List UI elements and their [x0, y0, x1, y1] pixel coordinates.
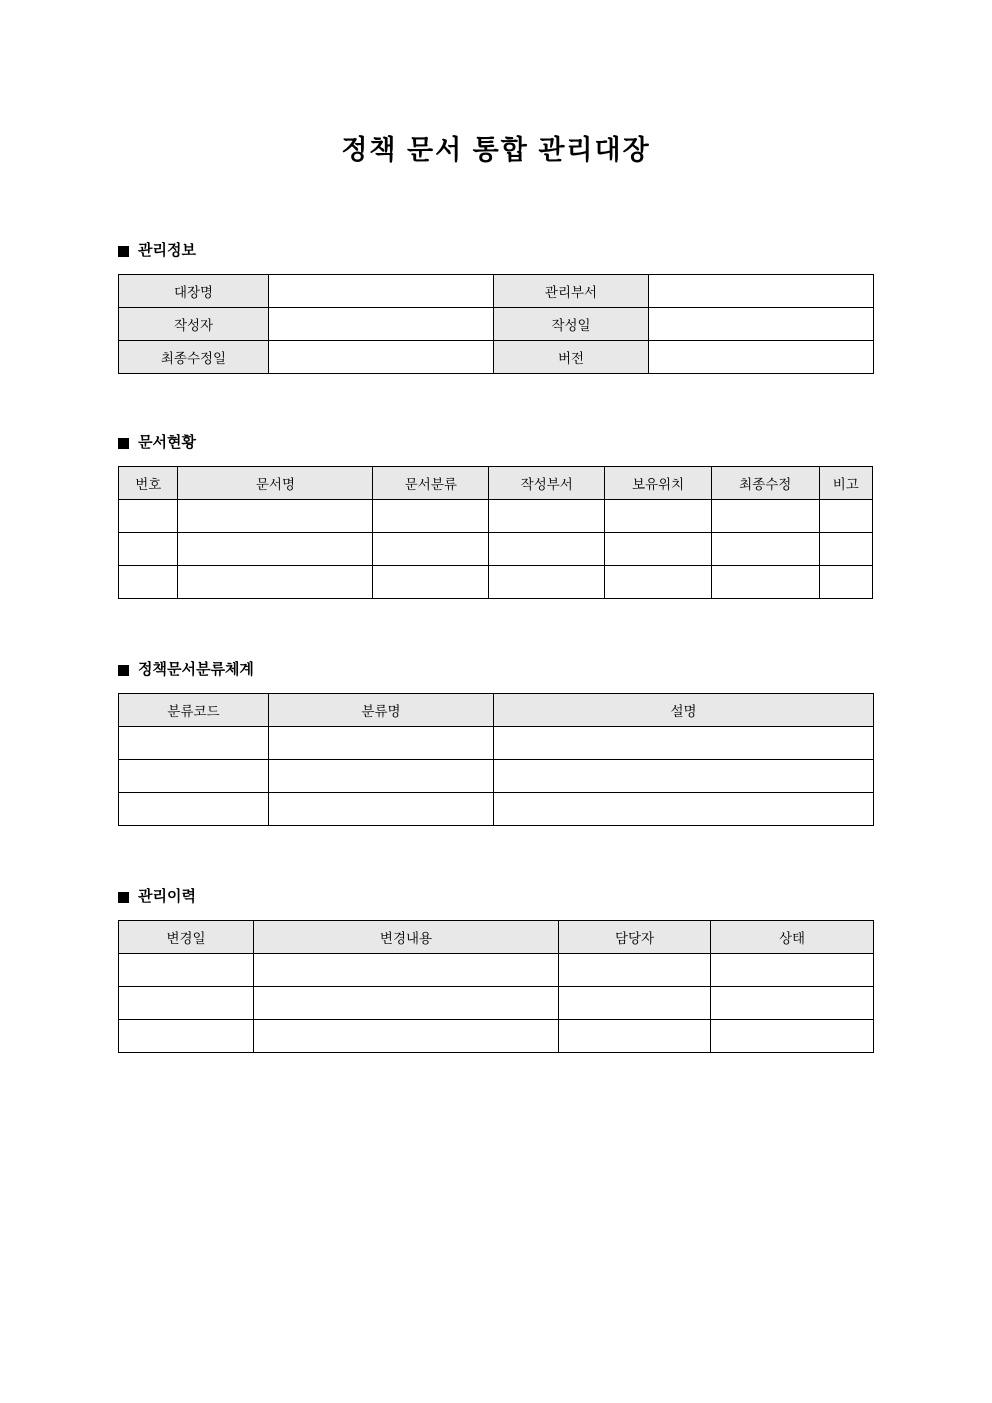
column-header-change-date: 변경일	[119, 921, 254, 954]
section-management-info	[118, 242, 873, 374]
section-heading-label: 문서현황	[138, 434, 196, 452]
cell-change-date[interactable]	[119, 1020, 254, 1053]
cell-change-details[interactable]	[254, 1020, 559, 1053]
field-label-author: 작성자	[119, 308, 269, 341]
cell-description[interactable]	[494, 760, 874, 793]
filled-square-bullet-icon	[118, 438, 129, 449]
cell-authoring-dept[interactable]	[489, 533, 605, 566]
cell-authoring-dept[interactable]	[489, 500, 605, 533]
cell-last-modified[interactable]	[711, 533, 819, 566]
field-label-last-modified: 최종수정일	[119, 341, 269, 374]
cell-status[interactable]	[711, 987, 874, 1020]
column-header-change-details: 변경내용	[254, 921, 559, 954]
cell-description[interactable]	[494, 793, 874, 826]
cell-classification-name[interactable]	[269, 727, 494, 760]
cell-classification-name[interactable]	[269, 793, 494, 826]
cell-classification-code[interactable]	[119, 760, 269, 793]
table-row	[119, 760, 874, 793]
section-heading-label: 정책문서분류체계	[138, 661, 254, 679]
document-status-table	[118, 466, 873, 599]
cell-change-date[interactable]	[119, 987, 254, 1020]
cell-change-details[interactable]	[254, 954, 559, 987]
field-value-author[interactable]	[269, 308, 494, 341]
column-header-person-in-charge: 담당자	[559, 921, 711, 954]
table-row	[119, 987, 874, 1020]
cell-document-category[interactable]	[373, 533, 489, 566]
cell-person-in-charge[interactable]	[559, 1020, 711, 1053]
cell-classification-code[interactable]	[119, 727, 269, 760]
cell-document-name[interactable]	[178, 533, 373, 566]
cell-document-category[interactable]	[373, 566, 489, 599]
column-header-document-category: 문서분류	[373, 467, 489, 500]
cell-storage-location[interactable]	[605, 533, 712, 566]
filled-square-bullet-icon	[118, 246, 129, 257]
table-row	[119, 1020, 874, 1053]
table-row	[119, 793, 874, 826]
cell-status[interactable]	[711, 954, 874, 987]
section-document-status	[118, 434, 873, 599]
column-header-storage-location: 보유위치	[605, 467, 712, 500]
section-heading-policy-doc-classification	[118, 661, 873, 679]
cell-last-modified[interactable]	[711, 500, 819, 533]
section-heading-label: 관리정보	[138, 242, 196, 260]
cell-description[interactable]	[494, 727, 874, 760]
cell-change-details[interactable]	[254, 987, 559, 1020]
policy-doc-classification-table	[118, 693, 874, 826]
column-header-status: 상태	[711, 921, 874, 954]
page-title: 정책 문서 통합 관리대장	[341, 135, 651, 165]
cell-storage-location[interactable]	[605, 500, 712, 533]
cell-document-category[interactable]	[373, 500, 489, 533]
field-label-created-date: 작성일	[494, 308, 649, 341]
column-header-description: 설명	[494, 694, 874, 727]
filled-square-bullet-icon	[118, 665, 129, 676]
table-row	[119, 308, 874, 341]
column-header-no: 번호	[119, 467, 178, 500]
cell-last-modified[interactable]	[711, 566, 819, 599]
cell-person-in-charge[interactable]	[559, 987, 711, 1020]
table-row	[119, 954, 874, 987]
cell-remarks[interactable]	[819, 533, 872, 566]
table-row	[119, 533, 873, 566]
column-header-classification-name: 분류명	[269, 694, 494, 727]
field-value-created-date[interactable]	[649, 308, 874, 341]
field-value-managing-dept[interactable]	[649, 275, 874, 308]
management-history-table	[118, 920, 874, 1053]
column-header-document-name: 문서명	[178, 467, 373, 500]
table-row	[119, 566, 873, 599]
cell-no[interactable]	[119, 500, 178, 533]
table-row	[119, 500, 873, 533]
field-label-ledger-name: 대장명	[119, 275, 269, 308]
cell-person-in-charge[interactable]	[559, 954, 711, 987]
column-header-authoring-dept: 작성부서	[489, 467, 605, 500]
cell-classification-name[interactable]	[269, 760, 494, 793]
table-row	[119, 341, 874, 374]
cell-change-date[interactable]	[119, 954, 254, 987]
section-management-history	[118, 888, 873, 1053]
field-value-ledger-name[interactable]	[269, 275, 494, 308]
column-header-classification-code: 분류코드	[119, 694, 269, 727]
cell-document-name[interactable]	[178, 500, 373, 533]
cell-remarks[interactable]	[819, 566, 872, 599]
cell-no[interactable]	[119, 566, 178, 599]
cell-classification-code[interactable]	[119, 793, 269, 826]
field-value-last-modified[interactable]	[269, 341, 494, 374]
cell-status[interactable]	[711, 1020, 874, 1053]
cell-no[interactable]	[119, 533, 178, 566]
field-value-version[interactable]	[649, 341, 874, 374]
section-policy-doc-classification	[118, 661, 873, 826]
filled-square-bullet-icon	[118, 892, 129, 903]
management-info-table	[118, 274, 874, 374]
column-header-last-modified: 최종수정	[711, 467, 819, 500]
cell-remarks[interactable]	[819, 500, 872, 533]
column-header-remarks: 비고	[819, 467, 872, 500]
cell-authoring-dept[interactable]	[489, 566, 605, 599]
table-header-row	[119, 921, 874, 954]
cell-storage-location[interactable]	[605, 566, 712, 599]
table-row	[119, 275, 874, 308]
section-heading-label: 관리이력	[138, 888, 196, 906]
table-header-row	[119, 467, 873, 500]
table-row	[119, 727, 874, 760]
section-heading-document-status	[118, 434, 873, 452]
section-heading-management-info	[118, 242, 873, 260]
cell-document-name[interactable]	[178, 566, 373, 599]
field-label-managing-dept: 관리부서	[494, 275, 649, 308]
table-header-row	[119, 694, 874, 727]
section-heading-management-history	[118, 888, 873, 906]
field-label-version: 버전	[494, 341, 649, 374]
